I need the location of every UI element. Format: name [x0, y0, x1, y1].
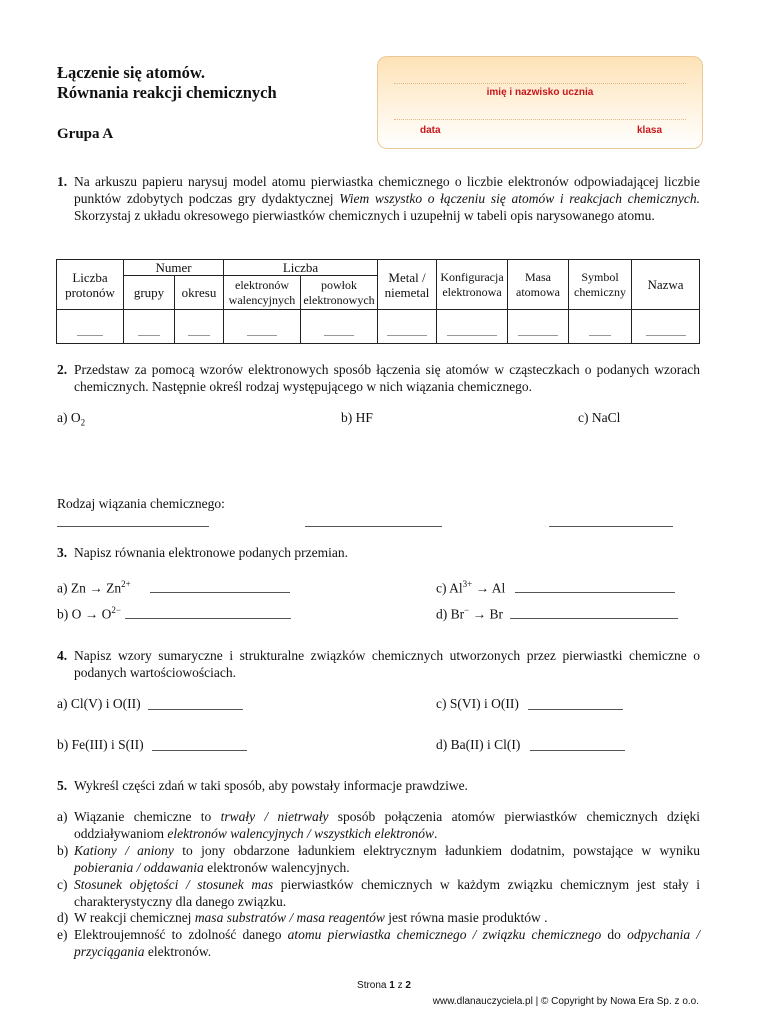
question-number: 1. [57, 174, 68, 189]
q4-item-c: c) S(VI) i O(II) [436, 696, 519, 711]
table-row [57, 310, 700, 344]
answer-cell[interactable] [57, 310, 124, 344]
student-name-label: imię i nazwisko ucznia [486, 87, 594, 98]
strike-choice[interactable]: odpychania / przyciągania [74, 927, 701, 959]
question-number: 2. [57, 362, 68, 377]
footer-copyright: www.dlanauczyciela.pl | © Copyright by Nowa Era Sp. z o.o. [432, 996, 699, 1007]
header-nazwa: Nazwa [632, 260, 700, 310]
q3-answer-line-d[interactable] [510, 618, 678, 619]
strike-choice[interactable]: elektronów walencyjnych / wszystkich elektronów [167, 826, 435, 841]
header-symbol: Symbol chemiczny [569, 260, 632, 310]
bond-answer-line-c[interactable] [549, 526, 673, 527]
q2-item-c: c) NaCl [578, 410, 621, 425]
header-powlok-elektronowych: powłok elektronowych [301, 276, 378, 310]
header-elektronow-walencyjnych: elektronów walencyjnych [224, 276, 301, 310]
page-number: Strona 1 z 2 [357, 980, 411, 991]
strike-choice[interactable]: atomu pierwiastka chemicznego / związku chemicznego [287, 927, 602, 942]
strike-choice[interactable]: pobierania / oddawania [74, 860, 204, 875]
header-masa: Masa atomowa [508, 260, 569, 310]
q5-item-e: e) Elektroujemność to zdolność danego atomu pierwiastka chemicznego / związku chemicznego do odpychania / przyciągania elektronów. [57, 927, 701, 959]
footer-site-link[interactable]: www.dlanauczyciela.pl [432, 996, 533, 1007]
answer-cell[interactable] [437, 310, 508, 344]
question-2 [57, 361, 700, 395]
header-metal-niemetal: Metal / niemetal [378, 260, 437, 310]
bond-answer-line-a[interactable] [57, 526, 209, 527]
q2-item-a: a) $O_2$ [57, 410, 86, 428]
question-number: 4. [57, 648, 68, 663]
answer-cell[interactable] [124, 310, 175, 344]
date-label: data [420, 125, 441, 136]
question-3 [57, 544, 700, 561]
q3-answer-line-a[interactable] [150, 592, 290, 593]
question-4-text: Napisz wzory sumaryczne i strukturalne związków chemicznych utworzonych przez pierwiastki chemiczne o podanych wartościowościach. [74, 648, 700, 680]
q3-item-b: b) $O \to O^{2-}$ [57, 605, 121, 622]
q1-text-b: Skorzystaj z układu okresowego pierwiastków chemicznych i uzupełnij w tabeli opis narysowanego atomu. [74, 208, 655, 223]
page-title [57, 63, 277, 103]
header-okresu: okresu [175, 276, 224, 310]
date-class-line [394, 119, 686, 120]
q1-text-a: Na arkuszu papieru narysuj model atomu pierwiastka chemicznego o liczbie elektronów odpowiadającej liczbie punktów zdobytych podczas gry dydaktycznej [74, 174, 700, 206]
q3-answer-line-b[interactable] [125, 618, 291, 619]
title-line-1: Łączenie się atomów. [57, 63, 206, 82]
header-liczba: Liczba [224, 260, 378, 276]
q4-answer-line-b[interactable] [152, 750, 247, 751]
q4-item-d: d) Ba(II) i Cl(I) [436, 737, 521, 752]
q3-item-d: d) Br− → Br [436, 605, 503, 622]
strike-choice[interactable]: masa substratów / masa reagentów [194, 910, 385, 925]
name-line [394, 83, 686, 84]
strike-choice[interactable]: Stosunek objętości / stosunek mas [74, 877, 274, 892]
student-info-box [377, 56, 703, 149]
answer-cell[interactable] [175, 310, 224, 344]
answer-cell[interactable] [632, 310, 700, 344]
question-5-text: Wykreśl części zdań w taki sposób, aby powstały informacje prawdziwe. [74, 778, 468, 793]
answer-cell[interactable] [301, 310, 378, 344]
question-5 [57, 777, 700, 794]
class-label: klasa [637, 125, 663, 136]
q4-answer-line-d[interactable] [530, 750, 625, 751]
q4-item-b: b) Fe(III) i S(II) [57, 737, 144, 752]
answer-cell[interactable] [378, 310, 437, 344]
question-2-text: Przedstaw za pomocą wzorów elektronowych sposób łączenia się atomów w cząsteczkach o podanych wzorach chemicznych. Następnie określ rodzaj występującego w nich wiązania chemicznego. [74, 362, 700, 394]
bond-answer-line-b[interactable] [305, 526, 442, 527]
question-1-text [74, 173, 700, 224]
answer-cell[interactable] [224, 310, 301, 344]
question-3-text: Napisz równania elektronowe podanych przemian. [74, 545, 349, 560]
title-line-2: Równania reakcji chemicznych [57, 83, 277, 102]
q3-item-c: c) $Al^{3+} \to Al$ [436, 579, 506, 596]
q5-item-c: c) Stosunek objętości / stosunek mas pierwiastków chemicznych w każdym związku chemicznym jest stały i charakterystyczny dla danego związku. [57, 877, 700, 909]
bond-type-label: Rodzaj wiązania chemicznego: [57, 496, 225, 511]
q3-item-a: a) $Zn \to Zn^{2+}$ [57, 579, 131, 596]
question-1 [57, 173, 700, 224]
q5-item-b: b) Kationy / aniony to jony obdarzone ładunkiem elektrycznym ładunkiem dodatnim, powstające w wyniku pobierania / oddawania elektronów walencyjnych. [57, 843, 700, 875]
header-grupy: grupy [124, 276, 175, 310]
strike-choice[interactable]: Kationy / aniony [74, 843, 174, 858]
q5-item-d: d) W reakcji chemicznej masa substratów / masa reagentów jest równa masie produktów . [57, 910, 548, 925]
q1-text-italic: Wiem wszystko o łączeniu się atomów i reakcjach chemicznych. [339, 191, 701, 206]
q4-item-a: a) Cl(V) i O(II) [57, 696, 141, 711]
q2-item-b: b) HF [341, 410, 373, 425]
group-label: Grupa A [57, 126, 114, 142]
question-number: 3. [57, 545, 68, 560]
q5-item-a: a) Wiązanie chemiczne to trwały / nietrwały sposób połączenia atomów pierwiastków chemicznych dzięki oddziaływaniom elektronów walencyjnych / wszystkich elektronów. [57, 809, 700, 841]
q4-answer-line-a[interactable] [148, 709, 243, 710]
q4-answer-line-c[interactable] [528, 709, 623, 710]
answer-cell[interactable] [569, 310, 632, 344]
q3-answer-line-c[interactable] [515, 592, 675, 593]
question-4 [57, 647, 700, 681]
atom-description-table [56, 259, 700, 344]
question-number: 5. [57, 778, 68, 793]
header-liczba-protonow: Liczba protonów [57, 260, 124, 310]
strike-choice[interactable]: trwały / nietrwały [220, 809, 329, 824]
header-konfiguracja: Konfiguracja elektronowa [437, 260, 508, 310]
answer-cell[interactable] [508, 310, 569, 344]
header-numer: Numer [124, 260, 224, 276]
